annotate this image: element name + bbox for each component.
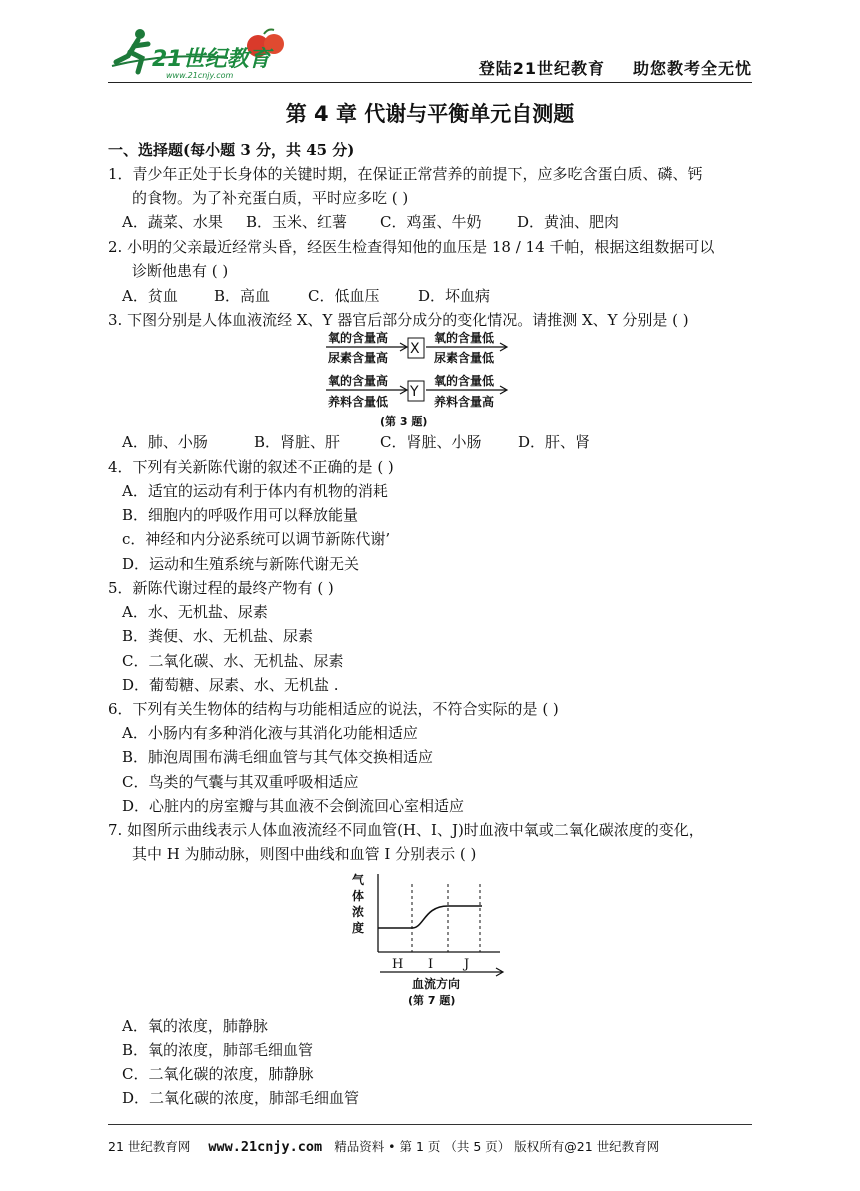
header-divider [108, 82, 752, 83]
q3-option-b: B．肾脏、肝 [254, 433, 341, 451]
q6-option-c: C．鸟类的气囊与其双重呼吸相适应 [122, 773, 359, 791]
q7-option-c: C．二氧化碳的浓度，肺静脉 [122, 1065, 314, 1083]
page-footer [108, 1137, 659, 1155]
q7-caption: (第 7 题) [408, 994, 456, 1007]
x-input-oxygen: 氧的含量高 [328, 331, 389, 345]
x-input-urea: 尿素含量高 [328, 351, 389, 365]
q3-stem: 3. 下图分别是人体血液流经 X、Y 器官后部分成分的变化情况。请推测 X、Y 分别是 ( ) [108, 311, 689, 329]
section-heading: 一、选择题(每小题 3 分，共 45 分) [108, 141, 355, 159]
q6-option-b: B．肺泡周围布满毛细血管与其气体交换相适应 [122, 748, 434, 766]
footer-site: 21 世纪教育网 [108, 1139, 191, 1154]
x-organ-label: X [410, 341, 420, 357]
q4-stem: 4．下列有关新陈代谢的叙述不正确的是 ( ) [108, 458, 394, 476]
header-slogan [479, 56, 752, 79]
y-output-nutrient: 养料含量高 [434, 395, 495, 409]
q7-option-d: D．二氧化碳的浓度，肺部毛细血管 [122, 1089, 360, 1107]
q7-xlabel: 血流方向 [412, 977, 461, 991]
q7-ylabel-3: 浓 [352, 905, 365, 919]
q3-option-a: A．肺、小肠 [122, 433, 208, 451]
y-organ-label: Y [410, 384, 419, 400]
q2-option-b: B．高血 [214, 287, 271, 305]
q7-stem: 7. 如图所示曲线表示人体血液流经不同血管(H、I、J)时血液中氧或二氧化碳浓度的变化， [108, 821, 704, 839]
q7-stem-cont: 其中 H 为肺动脉，则图中曲线和血管 I 分别表示 ( ) [132, 845, 477, 863]
q6-option-d: D．心脏内的房室瓣与其血液不会倒流回心室相适应 [122, 797, 465, 815]
footer-divider [108, 1124, 752, 1125]
q4-option-d: D．运动和生殖系统与新陈代谢无关 [122, 555, 360, 573]
site-logo [108, 22, 298, 82]
q1-stem: 1．青少年正处于长身体的关键时期，在保证正常营养的前提下，应多吃含蛋白质、磷、钙 [108, 165, 703, 183]
q5-option-a: A．水、无机盐、尿素 [122, 603, 268, 621]
q4-option-c: c．神经和内分泌系统可以调节新陈代谢’ [122, 530, 391, 548]
q1-option-b: B．玉米、红薯 [246, 213, 348, 231]
footer-url[interactable]: www.21cnjy.com [208, 1139, 323, 1155]
y-input-nutrient: 养料含量低 [328, 395, 389, 409]
q1-option-a: A．蔬菜、水果 [122, 213, 223, 231]
q1-stem-cont: 的食物。为了补充蛋白质，平时应多吃 ( ) [132, 189, 409, 207]
q2-stem-cont: 诊断他患有 ( ) [132, 262, 229, 280]
slogan-help: 助您教考全无忧 [632, 59, 752, 78]
q1-options [122, 211, 619, 233]
x-output-oxygen: 氧的含量低 [434, 331, 495, 345]
q5-option-b: B．粪便、水、无机盐、尿素 [122, 627, 314, 645]
q2-option-c: C．低血压 [308, 287, 380, 305]
logo-url: www.21cnjy.com [166, 71, 234, 80]
q2-options [122, 285, 490, 307]
q3-option-d: D．肝、肾 [518, 433, 591, 451]
y-output-oxygen: 氧的含量低 [434, 374, 495, 388]
q3-caption: (第 3 题) [380, 415, 428, 428]
y-input-oxygen: 氧的含量高 [328, 374, 389, 388]
logo-text: 21世纪教育 [152, 47, 271, 72]
footer-page-info: 精品资料 • 第 1 页 （共 5 页） 版权所有@21 世纪教育网 [334, 1139, 660, 1154]
x-output-urea: 尿素含量低 [434, 351, 495, 365]
q4-option-a: A．适宜的运动有利于体内有机物的消耗 [122, 482, 388, 500]
q7-tick-i: I [428, 957, 434, 972]
q3-option-c: C．肾脏、小肠 [380, 433, 482, 451]
q7-ylabel-2: 体 [352, 889, 365, 903]
q3-figure [310, 330, 550, 430]
q2-stem: 2. 小明的父亲最近经常头昏，经医生检查得知他的血压是 18 / 14 千帕，根据这组数据可以 [108, 238, 715, 256]
q4-option-b: B．细胞内的呼吸作用可以释放能量 [122, 506, 359, 524]
q3-options [122, 431, 590, 453]
q7-figure [350, 870, 510, 1010]
q6-option-a: A．小肠内有多种消化液与其消化功能相适应 [122, 724, 418, 742]
q6-stem: 6．下列有关生物体的结构与功能相适应的说法，不符合实际的是 ( ) [108, 700, 559, 718]
q1-option-d: D．黄油、肥肉 [517, 213, 620, 231]
q5-option-c: C．二氧化碳、水、无机盐、尿素 [122, 652, 344, 670]
q2-option-d: D．坏血病 [418, 287, 491, 305]
q7-curve [378, 906, 482, 928]
slogan-login: 登陆21世纪教育 [478, 59, 605, 78]
q5-stem: 5．新陈代谢过程的最终产物有 ( ) [108, 579, 334, 597]
q7-tick-j: J [464, 957, 470, 972]
q1-option-c: C．鸡蛋、牛奶 [380, 213, 482, 231]
q7-ylabel-4: 度 [352, 921, 365, 935]
q2-option-a: A．贫血 [122, 287, 178, 305]
q7-tick-h: H [392, 957, 404, 972]
q7-ylabel-1: 气 [352, 873, 365, 887]
q5-option-d: D．葡萄糖、尿素、水、无机盐 . [122, 676, 339, 694]
q7-option-a: A．氧的浓度，肺静脉 [122, 1017, 268, 1035]
q7-option-b: B．氧的浓度，肺部毛细血管 [122, 1041, 314, 1059]
page-title: 第 4 章 代谢与平衡单元自测题 [285, 102, 575, 126]
